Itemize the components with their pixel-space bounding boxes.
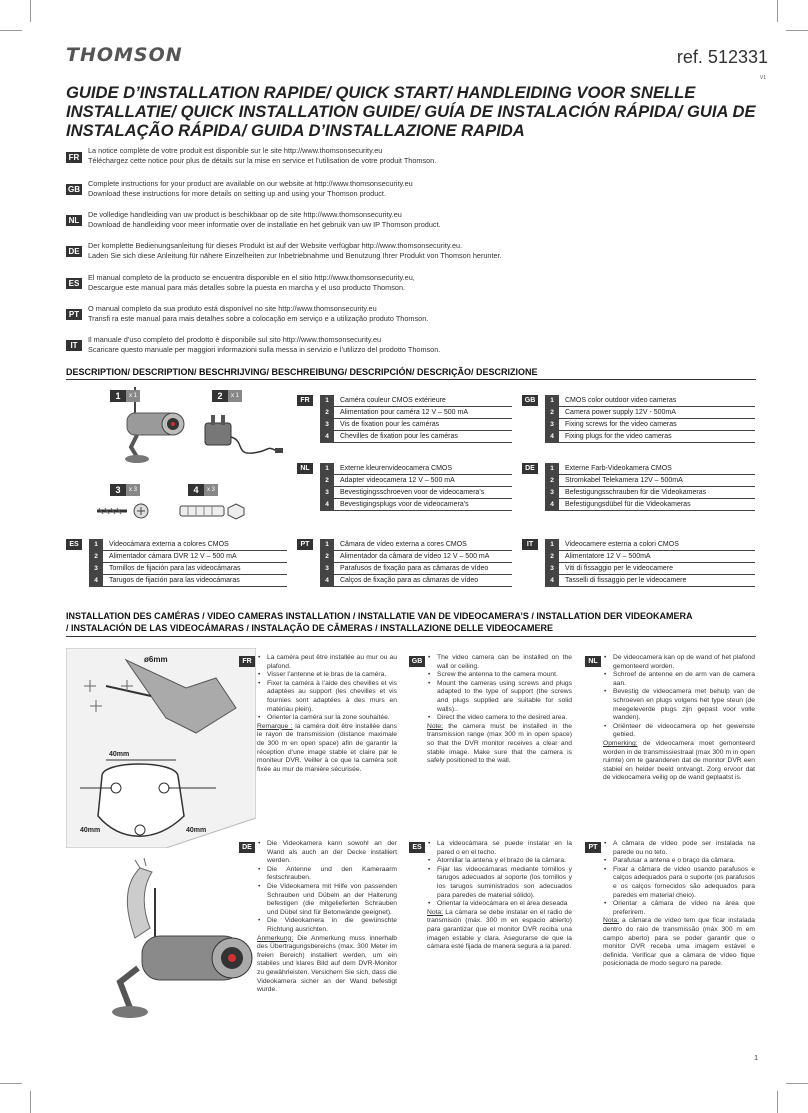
table-row: 1 Videocamere esterna a colori CMOS [545, 539, 755, 551]
crop-mark [0, 30, 22, 31]
install-text-pt: • A câmara de vídeo pode ser instalada na parede ou no teto. • Parafusar a antena e o braço da câmara. • Fixar a câmara de vídeo usando parafusos e calços adequados para o suporte (os parafusos e os calços fornecidos são adequados para paredes em material cheio). • Orientar a câmara de vídeo na área que preferirem. Nota: a câmara de vídeo tem que ficar instalada dentro do raio de transmissão (máx 300 m em campo aberto) para se poder garantir que o monitor DVR receba uma imagem estável e definida. Verificar que a câmara de vídeo fique posicionada de modo seguro na parede. [603, 840, 755, 969]
part-badge-2: 2 x 1 [212, 390, 242, 402]
table-row: 2 Stromkabel Telekamera 12V – 500mA [545, 475, 755, 487]
table-row: 4 Befestigungsdübel für die Videokameras [545, 499, 755, 511]
table-row: 3 Fixing screws for the video cameras [545, 419, 755, 431]
intro-it: Il manuale d’uso completo del prodotto è disponibile sul sito http://www.thomsonsecurity.eu Scaricare questo manuale per maggiori informazioni sulla messa in servizio e l’utilizzo del prodotto Thomson. [88, 335, 441, 354]
crop-mark [777, 1091, 778, 1113]
install-lang-code: FR [239, 656, 255, 667]
install-lang-code: ES [409, 842, 425, 853]
table-row: 1 CMOS color outdoor video cameras [545, 395, 755, 407]
brand-logo: THOMSON [66, 44, 183, 66]
table-fr [320, 395, 512, 443]
lang-code: GB [68, 185, 80, 194]
table-lang-code: GB [522, 395, 538, 406]
crop-mark [786, 1083, 808, 1084]
lang-code: DE [66, 246, 82, 257]
table-lang-code: NL [297, 463, 313, 474]
table-row: 4 Calços de fixação para as câmaras de vídeo [320, 575, 512, 587]
install-lang-code: NL [585, 656, 601, 667]
dimension-top-label: 40mm [109, 751, 130, 758]
crop-mark [777, 0, 778, 22]
table-row: 4 Bevestigingsplugs voor de videocamera’s [320, 499, 512, 511]
table-lang-code: FR [297, 395, 313, 406]
screw-image [95, 500, 155, 522]
installation-heading: INSTALLATION DES CAMÉRAS / VIDEO CAMERAS INSTALLATION / INSTALLATIE VAN DE VIDEOCAMERA’S / INSTALLATION DER VIDEOKAMERA / INSTALACIÓN DE LAS VIDEOCÁMARAS / INSTALAÇÃO DE CÂMERAS / INSTALLAZIONE DELLE VIDEOCAMERE [66, 611, 693, 633]
intro-gb: Complete instructions for your product are available on our website at http://www.thomsonsecurity.eu Download these instructions for more details on setting up and using your Thomson product. [88, 179, 413, 198]
table-lang-code: IT [522, 539, 538, 550]
table-de [545, 463, 755, 511]
table-row: 4 Tasselli di fissaggio per le videocamere [545, 575, 755, 587]
page-number: 1 [754, 1055, 758, 1062]
table-es [89, 539, 287, 587]
table-row: 3 Tornillos de fijación para las videocámaras [89, 563, 287, 575]
install-lang-code: DE [239, 842, 255, 853]
table-row: 2 Alimentador cámara DVR 12 V – 500 mA [89, 551, 287, 563]
table-row: 2 Alimentation pour caméra 12 V – 500 mA [320, 407, 512, 419]
table-row: 2 Alimentador da câmara de vídeo 12 V – 500 mA [320, 551, 512, 563]
installation-diagram [66, 648, 256, 848]
description-heading: DESCRIPTION/ DESCRIPTION/ BESCHRIJVING/ BESCHREIBUNG/ DESCRIPCIÓN/ DESCRIÇÃO/ DESCRIZIONE [66, 367, 538, 377]
crop-mark [0, 1083, 22, 1084]
table-row: 4 Fixing plugs for the video cameras [545, 431, 755, 443]
dimension-right-label: 40mm [186, 827, 207, 834]
table-pt [320, 539, 512, 587]
install-text-de: • Die Videokamera kann sowohl an der Wand als auch an der Decke installiert werden. • Die Antenne und den Kameraarm festschrauben. • Die Videokamera mit Hilfe von passenden Schrauben und Dübeln an der Halterung befestigen (die mitgelieferten Schrauben und Dübel sind für Betonwände geeignet). • Die Videokamera in die gewünschte Richtung ausrichten. Anmerkung: Die Anmerkung muss innerhalb des Übertragungsbereichs (max. 300 Meter im freien Bereich) installiert werden, um ein stabiles und klares Bild auf dem DVR-Monitor zu gewährleisten. Versichern Sie sich, dass die Videokamera sicher an der Wand befestigt wurde. [257, 840, 397, 995]
power-adapter-image [195, 405, 285, 465]
intro-pt: O manual completo da sua produto está disponível no site http://www.thomsonsecurity.eu Transfi ra este manual para mais detalhes sobre a colocação em serviço e a utilização produto Thomson. [88, 304, 429, 323]
install-text-nl: • De videocamera kan op de wand of het plafond gemonteerd worden. • Schroef de antenne en de arm van de camera aan. • Bevestig de videocamera met behulp van de schroeven en plugs volgens het type steun (de meegeleverde plugs zijn gepast voor volle wanden). • Oriënteer de videocamera op het gewenste gebied. Opmerking: de videocamera moet gemonteerd worden in de transmissiestraal (max 300 m in open ruimte) om te garanderen dat de monitor DVR een stabiel en helder beeld ontvangt. Zorg ervoor dat de videocamera veilig op de wand geplaatst is. [603, 654, 755, 783]
table-row: 1 Externe Farb-Videokamera CMOS [545, 463, 755, 475]
table-lang-code: DE [522, 463, 538, 474]
table-row: 2 Camera power supply 12V - 500mA [545, 407, 755, 419]
intro-de: Der komplette Bedienungsanleitung für dieses Produkt ist auf der Website verfügbar http://www.thomsonsecurity.eu. Laden Sie sich diese Anleitung für nähere Einzelheiten zur Inbetriebnahme und Benutzung Ihrer Produkt von Thomson herunter. [88, 241, 502, 260]
table-nl [320, 463, 512, 511]
page-title: GUIDE D’INSTALLATION RAPIDE/ QUICK START/ HANDLEIDING VOOR SNELLE INSTALLATIE/ QUICK INSTALLATION GUIDE/ GUÍA DE INSTALACIÓN RÁPIDA/ GUIA DE INSTALAÇÃO RÁPIDA/ GUIDA D’INSTALLAZIONE RAPIDA [66, 83, 756, 140]
install-text-gb: • The video camera can be installed on the wall or ceiling. • Screw the antenna to the camera mount. • Mount the cameras using screws and plugs adapted to the type of support (the screws and plugs supplied are suitable for solid walls).. • Direct the video camera to the desired area. Note: the camera must be installed in the transmission range (max 300 m in open space) so that the DVR monitor receives a clear and stable image. Make sure that the camera is safely positioned to the wall. [427, 654, 572, 766]
intro-fr: La notice complète de votre produit est disponible sur le site http://www.thomsonsecurity.eu Téléchargez cette notice pour plus de détails sur la mise en service et l’utilisation de votre produit Thomson. [88, 146, 437, 165]
version-label: V1 [759, 75, 766, 81]
divider [66, 636, 756, 637]
table-lang-code: PT [297, 539, 313, 550]
part-badge-1: 1 x 1 [110, 390, 140, 402]
intro-nl: De volledige handleiding van uw product is beschikbaar op de site http://www.thomsonsecurity.eu Download de handleiding voor meer informatie over de installatie en het gebruik van uw IP Thomson product. [88, 210, 441, 229]
intro-es: El manual completo de la producto se encuentra disponible en el sitio http://www.thomsonsecurity.eu, Descargue este manual para más detalles sobre la puesta en marcha y el uso producto Thomson. [88, 273, 415, 292]
product-reference: ref. 512331 [676, 47, 768, 67]
table-row: 3 Viti di fissaggio per le videocamere [545, 563, 755, 575]
part-badge-3: 3 x 3 [110, 484, 140, 496]
table-row: 3 Vis de fixation pour les caméras [320, 419, 512, 431]
table-row: 3 Parafusos de fixação para as câmaras de vídeo [320, 563, 512, 575]
table-row: 4 Tarugos de fijación para las videocámaras [89, 575, 287, 587]
mounted-camera-image [80, 858, 255, 1028]
divider [66, 379, 756, 380]
drill-size-label: ø6mm [144, 655, 168, 664]
table-row: 1 Externe kleurenvideocamera CMOS [320, 463, 512, 475]
dimension-left-label: 40mm [80, 827, 101, 834]
table-row: 3 Befestigungsschrauben für die Videokameras [545, 487, 755, 499]
lang-code: ES [66, 278, 82, 289]
lang-code: IT [66, 340, 82, 351]
crop-mark [30, 1091, 31, 1113]
table-row: 3 Bevestigingsschroeven voor de videocamera’s [320, 487, 512, 499]
install-lang-code: GB [409, 656, 425, 667]
crop-mark [786, 30, 808, 31]
part-badge-4: 4 x 3 [188, 484, 218, 496]
lang-code: PT [66, 309, 82, 320]
crop-mark [30, 0, 31, 22]
table-row: 1 Caméra couleur CMOS extérieure [320, 395, 512, 407]
lang-code: FR [66, 152, 82, 163]
table-it [545, 539, 755, 587]
install-text-fr: • La caméra peut être installée au mur ou au plafond. • Visser l’antenne et le bras de la caméra. • Fixer la caméra à l’aide des chevilles et vis adaptées au support (les chevilles et vis fournies sont adaptées à des murs en matériau plein). • Orienter la caméra sur la zone souhaitée. Remarque : la caméra doit être installée dans le rayon de transmission (distance maximale de 300 m en open space) afin de garantir la réception d’une image stable et claire par le moniteur DVR. Veiller à ce que la caméra soit fixée au mur de manière sécurisée. [257, 654, 397, 774]
table-lang-code: ES [66, 539, 82, 550]
table-row: 1 Videocámara externa a colores CMOS [89, 539, 287, 551]
lang-code: NL [66, 215, 82, 226]
table-row: 2 Adapter videocamera 12 V – 500 mA [320, 475, 512, 487]
table-gb [545, 395, 755, 443]
table-row: 2 Alimentatore 12 V – 500mA [545, 551, 755, 563]
wall-plug-image [178, 500, 250, 522]
table-row: 1 Câmara de vídeo externa a cores CMOS [320, 539, 512, 551]
install-text-es: • La videocámara se puede instalar en la pared o en el techo. • Atornillar la antena y el brazo de la cámara. • Fijar las videocámaras mediante tornillos y tarugos adecuados al soporte (los tornillos y los tarugos suministrados son adecuados para paredes de material sólido). • Orientar la videocámara en el área deseada Nota: La cámara se debe instalar en el radio de transmisión (máx. 300 m en espacio abierto) para garantizar que el monitor DVR reciba una imagen estable y clara. Asegurarse de que la cámara esté fijada de manera segura a la pared. [427, 840, 572, 952]
install-lang-code: PT [585, 842, 601, 853]
table-row: 4 Chevilles de fixation pour les caméras [320, 431, 512, 443]
